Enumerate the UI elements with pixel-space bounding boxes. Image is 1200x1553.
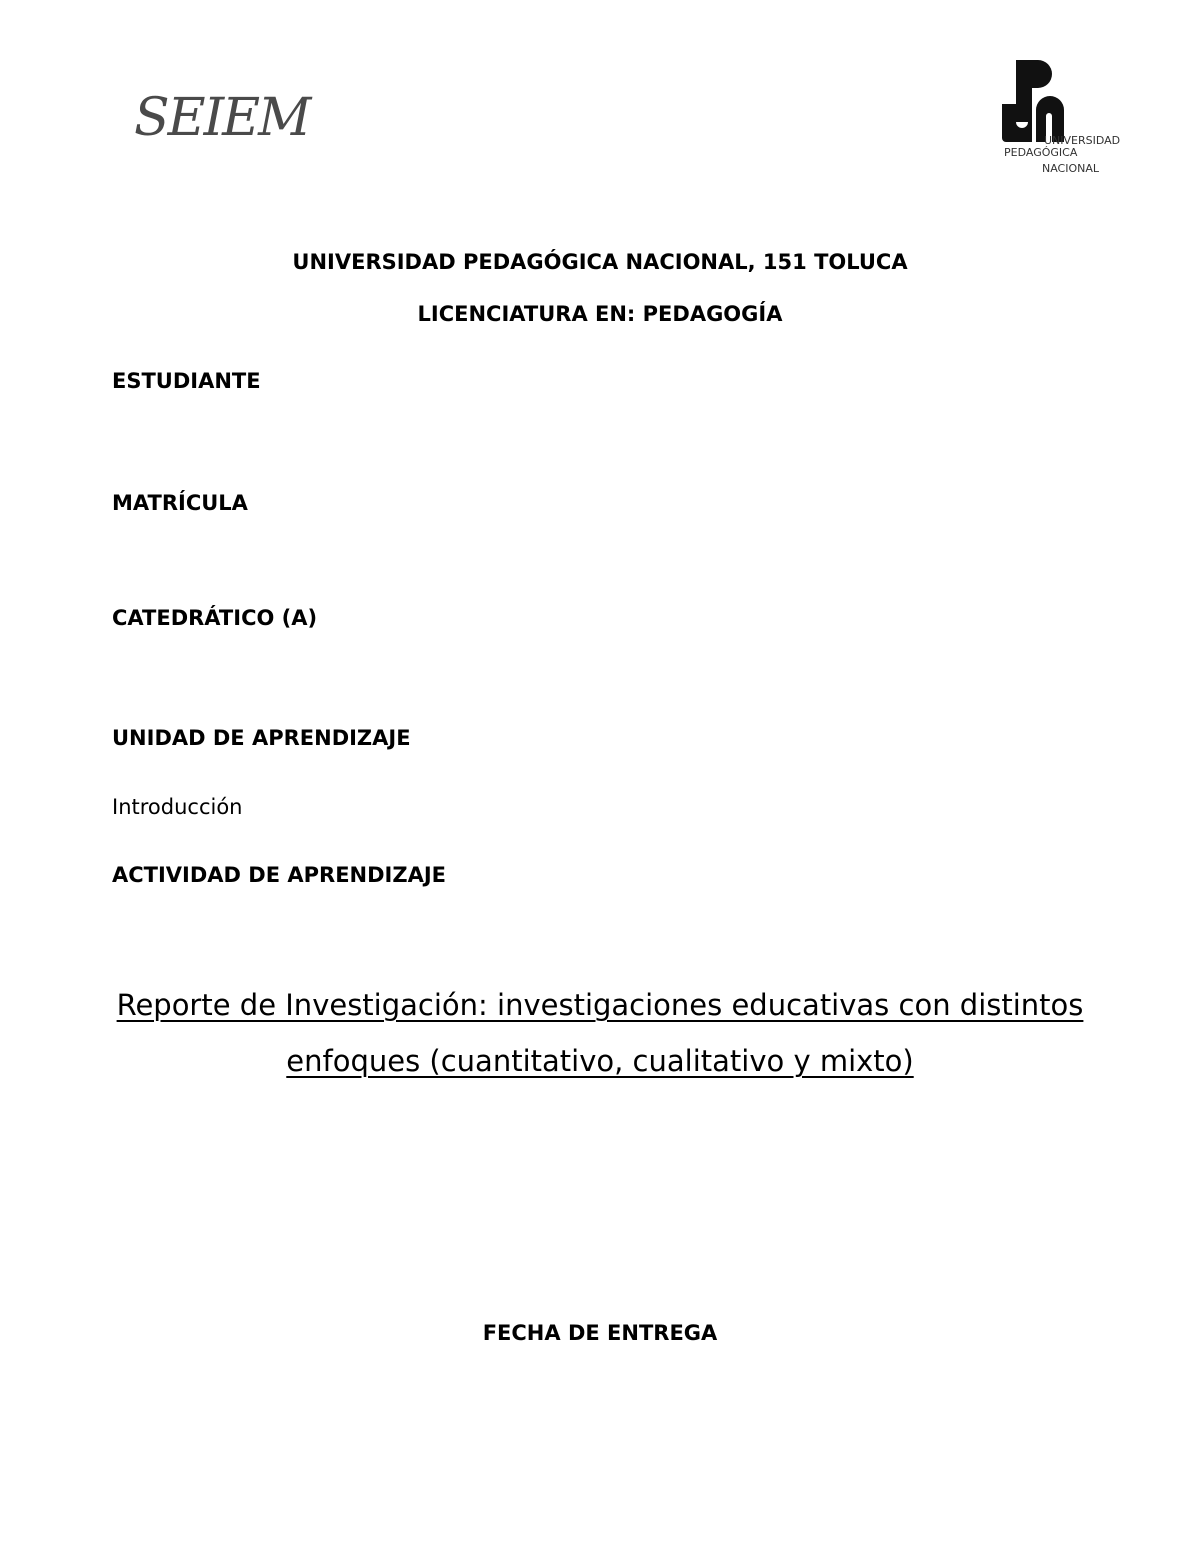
svg-text:NACIONAL: NACIONAL (1042, 162, 1100, 175)
upn-logo (996, 56, 1144, 178)
svg-text:PEDAGÓGICA: PEDAGÓGICA (1004, 146, 1078, 159)
unit-label: UNIDAD DE APRENDIZAJE (112, 726, 411, 750)
degree-name: LICENCIATURA EN: PEDAGOGÍA (417, 302, 783, 326)
svg-text:UNIVERSIDAD: UNIVERSIDAD (1044, 134, 1121, 147)
professor-label: CATEDRÁTICO (A) (112, 606, 318, 630)
institution-name: UNIVERSIDAD PEDAGÓGICA NACIONAL, 151 TOLUCA (292, 250, 908, 274)
id-label: MATRÍCULA (112, 491, 248, 515)
student-label: ESTUDIANTE (112, 369, 261, 393)
seiem-logo: SEIEM (134, 88, 310, 148)
upn-logo-mark (996, 56, 1144, 178)
unit-value: Introducción (112, 795, 243, 819)
due-date-label: FECHA DE ENTREGA (482, 1321, 718, 1345)
activity-label: ACTIVIDAD DE APRENDIZAJE (112, 863, 447, 887)
report-title: Reporte de Investigación: investigaciones educativas con distintos enfoques (cuantitativo, cualitativo y mixto) (116, 988, 1084, 1078)
